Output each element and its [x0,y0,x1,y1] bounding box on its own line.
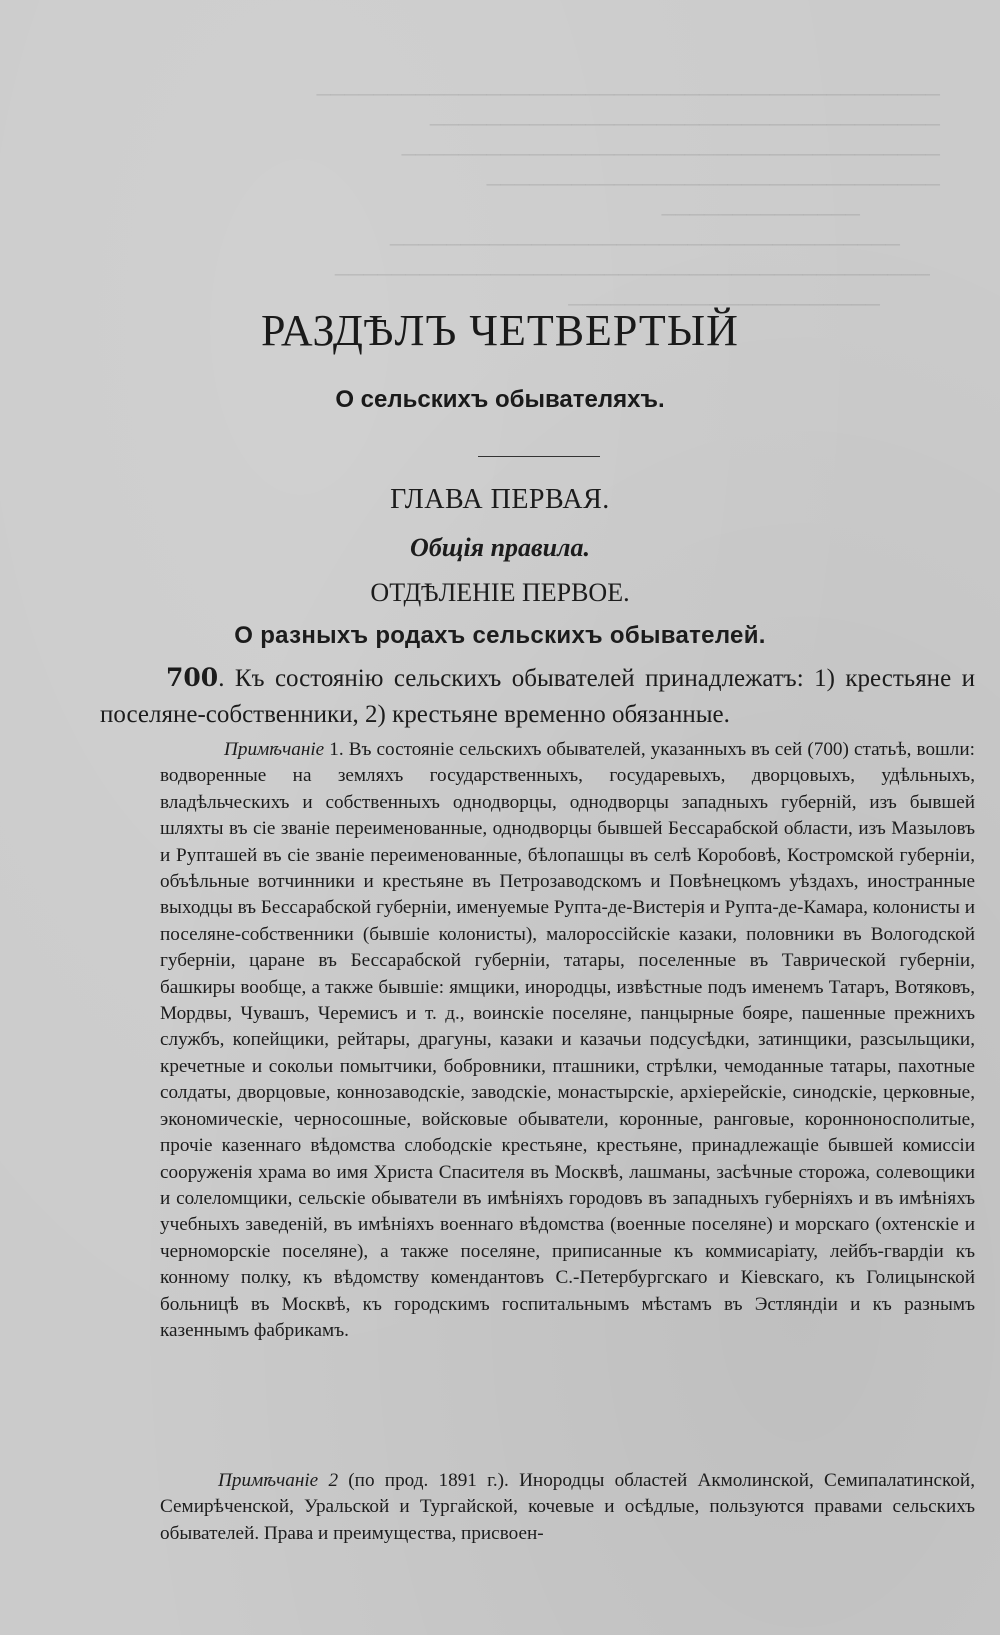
article-700 [100,660,975,733]
article-number: 700 [166,663,219,692]
bleed-through-texture: ──────────────────────────────────────────── ──────────────────────────────────── ────────────────────────────────────── ──────────────────────────────── ────────────── ──────────────────────────────────── ────────────────────────────────────────── ────────────────────── [316,84,940,316]
department-subtitle: О разныхъ родахъ сельскихъ обывателей. [234,622,766,649]
note-2 [160,1468,975,1547]
section-title: РАЗДѢЛЪ ЧЕТВЕРТЫЙ [261,306,739,355]
note-2-text: (по прод. 1891 г.). Инородцы областей Акмолинской, Семипалатинской, Семирѣченской, Уральской и Тургайской, кочевые и осѣдлые, пользуются правами сельскихъ обывателей. Права и преимущества, присвоен- [160,1470,975,1544]
department-title: ОТДѢЛЕНІЕ ПЕРВОЕ. [370,578,630,607]
article-text: . Къ состоянію сельскихъ обывателей принадлежатъ: 1) крестьяне и поселяне-собственники, 2) крестьяне временно обязанные. [100,665,975,728]
chapter-title: ГЛАВА ПЕРВАЯ. [390,484,610,515]
note-2-label: Примѣчаніе 2 [218,1470,339,1491]
note-1-text: 1. Въ состояніе сельскихъ обывателей, указанныхъ въ сей (700) статьѣ, вошли: водворенные на земляхъ государственныхъ, государевыхъ, дворцовыхъ, удѣльныхъ, владѣльческихъ и собственныхъ однодворцы, однодворцы западныхъ губерній, изъ бывшей шляхты въ сіе званіе переименованные, однодворцы бывшей Бессарабской области, изъ Мазыловъ и Рупташей въ сіе званіе переименованные, бѣлопашцы въ селѣ Коробовѣ, Костромской губерніи, объѣльные вотчинники и крестьяне въ Петрозаводскомъ и Повѣнецкомъ уѣздахъ, иностранные выходцы въ Бессарабской губерніи, именуемые Рупта-де-Вистерія и Рупта-де-Камара, колонисты и поселяне-собственники (бывшіе колонисты), малороссійскіе казаки, половники въ Вологодской губерніи, царане въ Бессарабской губерніи, татары, поселенные въ Таврической губерніи, башкиры вообще, а также бывшіе: ямщики, инородцы, извѣстные подъ именемъ Татаръ, Вотяковъ, Мордвы, Чувашъ, Черемисъ и т. д., воинскіе поселяне, панцырные бояре, пашенные прежнихъ службъ, копейщики, рейтары, драгуны, казаки и казачьи подсусѣдки, затинщики, разсыльщики, кречетные и сокольи помытчики, бобровники, пташники, стрѣлки, чемоданные татары, пахотные солдаты, дворцовые, коннозаводскіе, заводскіе, монастырскіе, архіерейскіе, синодскіе, церковные, экономическіе, черносошные, войсковые обыватели, коронные, ранговые, коронноносполитые, прочіе казеннаго вѣдомства слободскіе крестьяне, крестьяне, принадлежащіе бывшей комиссіи сооруженія храма во имя Христа Спасителя въ Москвѣ, лашманы, засѣчные сторожа, солевощики и солеломщики, сельскіе обыватели въ имѣніяхъ городовъ въ западныхъ губерніяхъ и въ имѣніяхъ учебныхъ заведеній, въ имѣніяхъ военнаго вѣдомства (военные поселяне) и морскаго (охтенскіе и черноморскіе поселяне), а также поселяне, приписанные къ коммисаріату, лейбъ-гвардіи къ конному полку, къ вѣдомству комендантовъ С.-Петербургскаго и Кіевскаго, къ Голицынской больницѣ въ Москвѣ, къ городскимъ госпитальнымъ мѣстамъ въ Эстляндіи и къ разнымъ казеннымъ фабрикамъ. [160,739,975,1341]
divider-rule [478,456,600,457]
note-1-label: Примѣчаніе [224,739,325,760]
section-subtitle: О сельскихъ обывателяхъ. [335,386,665,413]
note-1 [160,737,975,1344]
chapter-subtitle: Общія правила. [410,533,590,562]
